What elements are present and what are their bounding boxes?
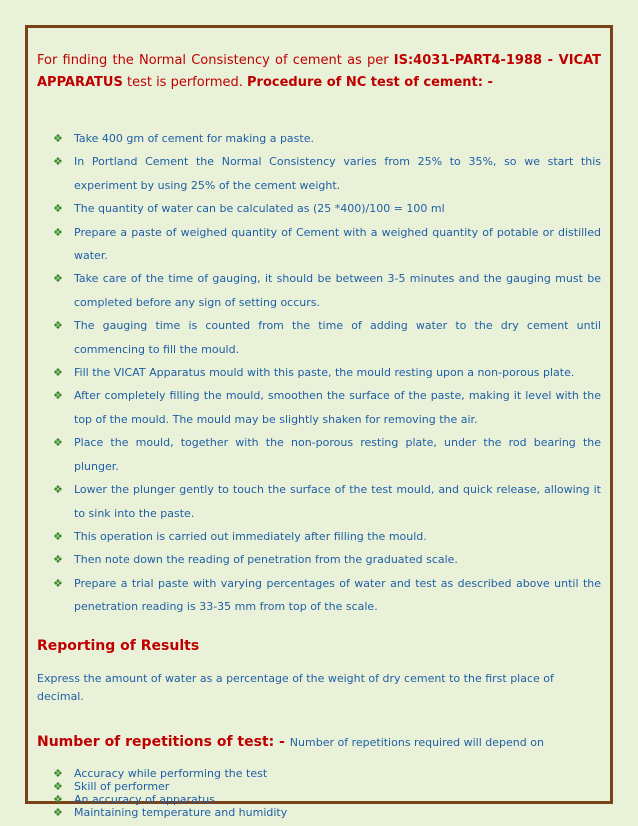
intro-text-2: test is performed.	[122, 75, 248, 90]
diamond-bullet-icon: ❖	[53, 792, 63, 806]
standard-reference: IS:4031-PART4-1988 - VICAT APPARATUS	[37, 53, 601, 90]
procedure-heading: Procedure of NC test of cement: -	[247, 75, 493, 90]
list-item: ❖ Take care of the time of gauging, it should be between 3-5 minutes and the gauging must be completed before any sign of setting occurs.	[37, 267, 601, 314]
diamond-bullet-icon: ❖	[53, 779, 63, 793]
list-item: ❖ Take 400 gm of cement for making a paste.	[37, 127, 601, 150]
diamond-bullet-icon: ❖	[53, 132, 63, 145]
repetitions-heading: Number of repetitions of test: -	[37, 733, 290, 750]
document-body	[37, 50, 601, 819]
diamond-bullet-icon: ❖	[53, 436, 63, 450]
diamond-bullet-icon: ❖	[53, 272, 63, 286]
diamond-bullet-icon: ❖	[53, 529, 63, 543]
diamond-bullet-icon: ❖	[53, 805, 63, 819]
diamond-bullet-icon: ❖	[53, 225, 63, 239]
diamond-bullet-icon: ❖	[53, 483, 63, 497]
reporting-text: Express the amount of water as a percentage of the weight of dry cement to the first place of decimal.	[37, 671, 554, 703]
diamond-bullet-icon: ❖	[53, 766, 63, 780]
list-item: ❖ Skill of performer	[53, 779, 170, 793]
list-item: ❖ Prepare a trial paste with varying percentages of water and test as described above until the penetration reading is 33-35 mm from top of the scale.	[37, 572, 601, 619]
diamond-bullet-icon: ❖	[53, 389, 63, 403]
intro-text-1: For finding the Normal Consistency of cement as per	[37, 53, 394, 68]
list-item: ❖ Accuracy while performing the test	[53, 766, 268, 780]
intro-paragraph	[37, 50, 601, 94]
list-item: ❖ The gauging time is counted from the time of adding water to the dry cement until commencing to fill the mould.	[37, 314, 601, 361]
list-item: ❖ Fill the VICAT Apparatus mould with this paste, the mould resting upon a non-porous plate.	[37, 361, 601, 384]
repetitions-list	[37, 767, 601, 819]
list-item: ❖ An accuracy of apparatus	[53, 792, 215, 806]
list-item: ❖ Maintaining temperature and humidity	[53, 805, 288, 819]
diamond-bullet-icon: ❖	[53, 576, 63, 590]
list-item: ❖ Lower the plunger gently to touch the surface of the test mould, and quick release, allowing it to sink into the paste.	[37, 478, 601, 525]
repetitions-heading-line	[37, 730, 601, 754]
diamond-bullet-icon: ❖	[53, 553, 63, 567]
list-item: ❖ After completely filling the mould, smoothen the surface of the paste, making it level with the top of the mould. The mould may be slightly shaken for removing the air.	[37, 384, 601, 431]
list-item: ❖ This operation is carried out immediately after filling the mould.	[37, 525, 601, 548]
list-item: ❖ The quantity of water can be calculated as (25 *400)/100 = 100 ml	[37, 197, 601, 220]
reporting-heading: Reporting of Results	[37, 637, 200, 654]
list-item: ❖ Then note down the reading of penetration from the graduated scale.	[37, 548, 601, 571]
list-item: ❖ In Portland Cement the Normal Consistency varies from 25% to 35%, so we start this experiment by using 25% of the cement weight.	[37, 150, 601, 197]
diamond-bullet-icon: ❖	[53, 366, 63, 380]
list-item: ❖ Prepare a paste of weighed quantity of Cement with a weighed quantity of potable or distilled water.	[37, 221, 601, 268]
diamond-bullet-icon: ❖	[53, 319, 63, 333]
list-item: ❖ Place the mould, together with the non-porous resting plate, under the rod bearing the plunger.	[37, 431, 601, 478]
diamond-bullet-icon: ❖	[53, 202, 63, 216]
repetitions-intro-text: Number of repetitions required will depend on	[289, 735, 544, 749]
diamond-bullet-icon: ❖	[53, 155, 63, 169]
procedure-steps-list	[37, 127, 601, 619]
